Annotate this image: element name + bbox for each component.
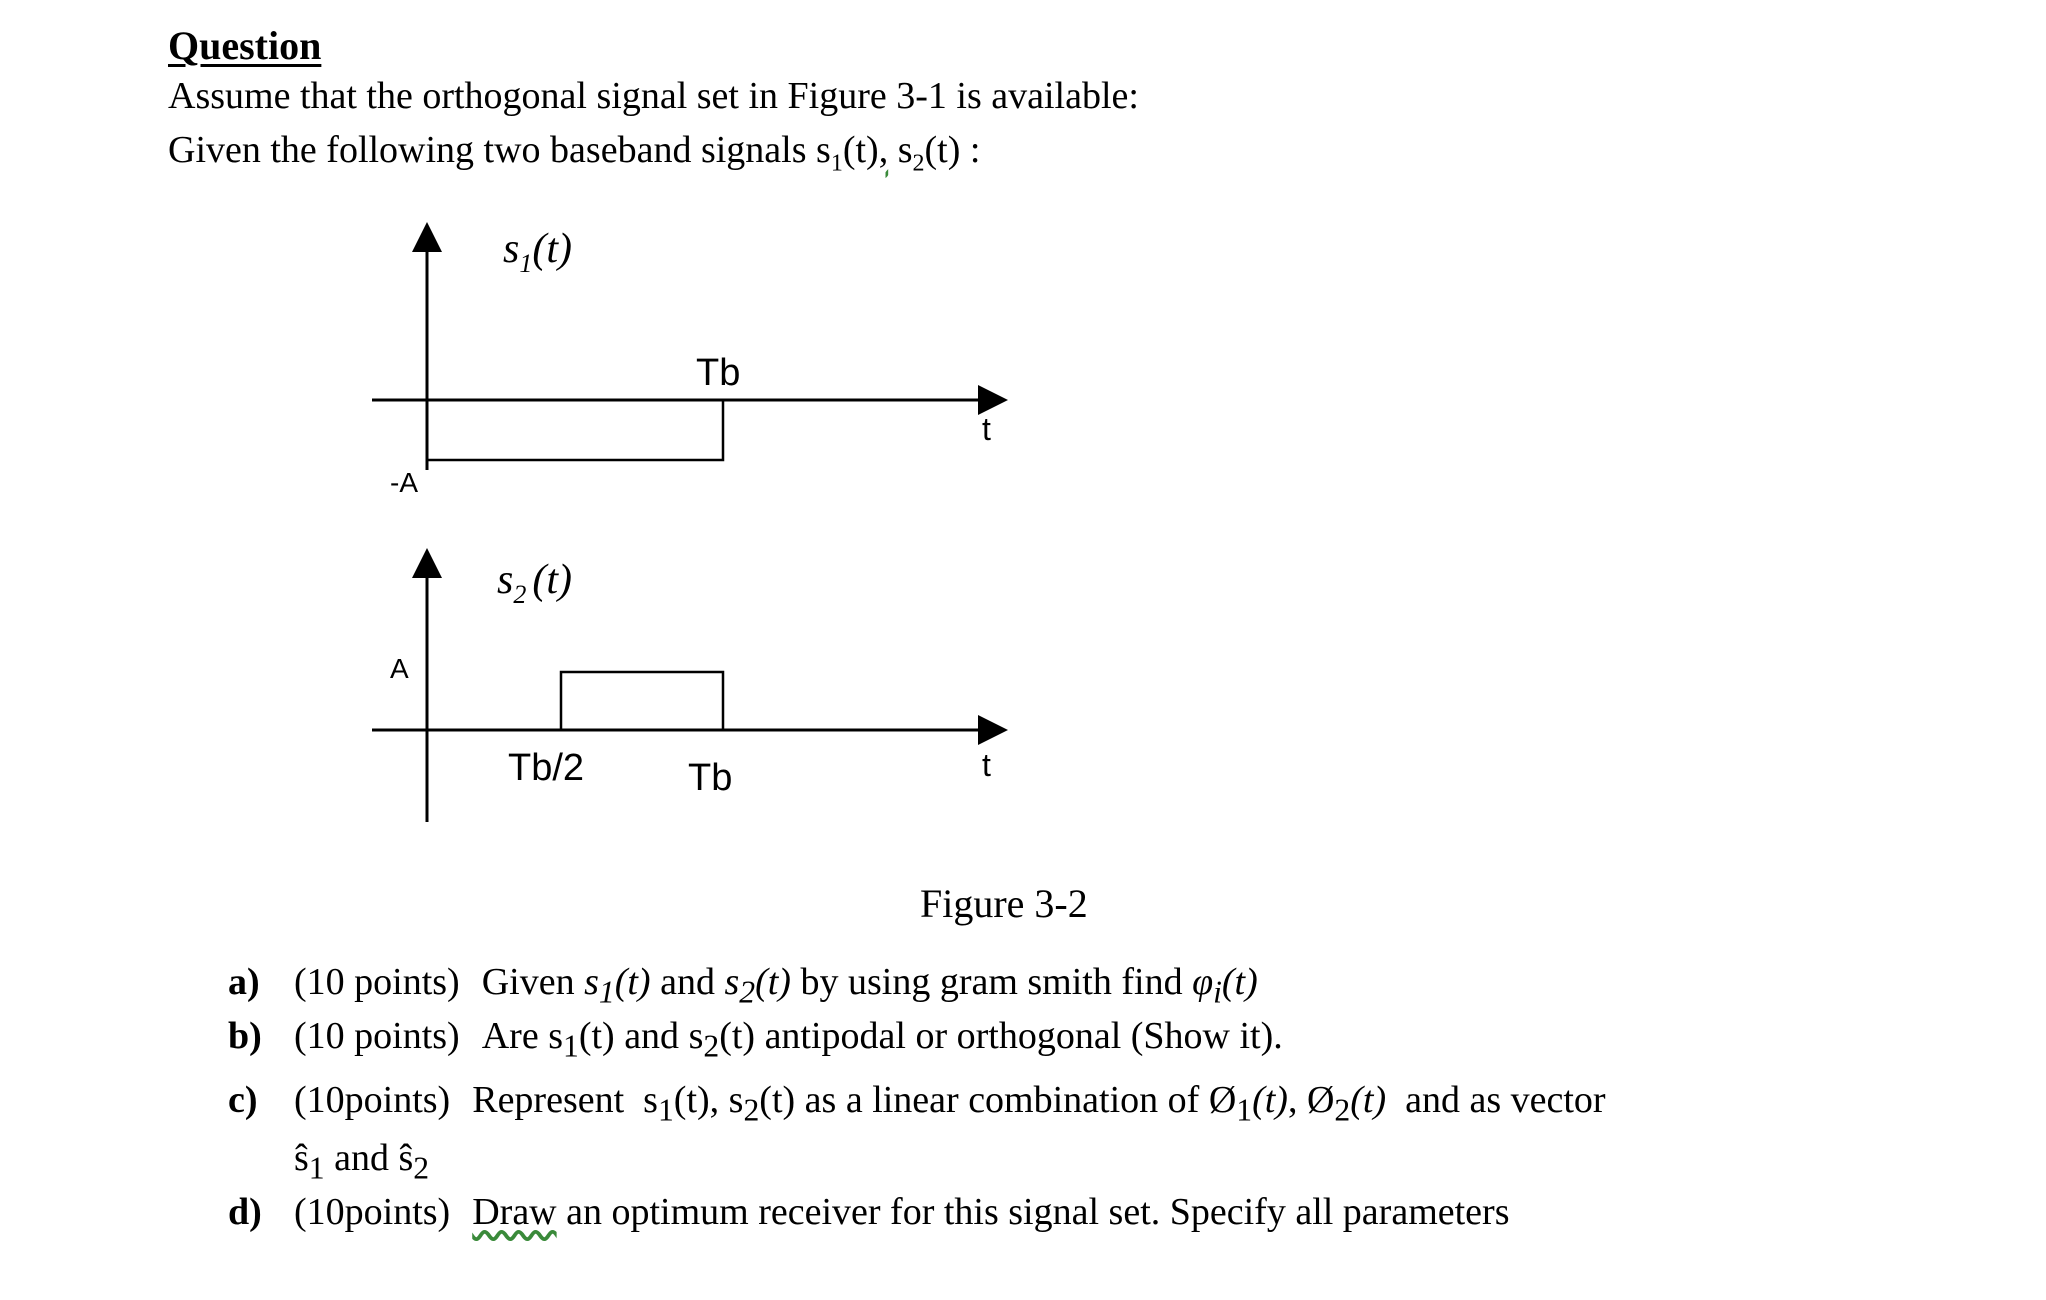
item-b-label: b) <box>228 1015 262 1057</box>
item-c-label: c) <box>228 1079 258 1121</box>
item-c-phi2: $Ø_2(t)$ <box>1306 1079 1387 1128</box>
intro-colon: : <box>969 129 981 171</box>
question-heading: Question <box>168 23 322 68</box>
item-b-text-2: antipodal or orthogonal (Show it). <box>764 1015 1283 1057</box>
question-item-c-continued <box>294 1136 429 1187</box>
item-a-text: Given <box>481 961 575 1003</box>
intro-line-1: Assume that the orthogonal signal set in Figure 3-1 is available: <box>168 75 1139 117</box>
item-d-label: d) <box>228 1191 262 1233</box>
item-d-text: an optimum receiver for this signal set. Specify all parameters <box>566 1191 1510 1233</box>
plot-s1 <box>372 226 1002 498</box>
item-c-comma: , <box>709 1079 720 1121</box>
intro-line-2-text: Given the following two baseband signals <box>168 129 807 171</box>
item-c-s1: $s_1(t)$ <box>643 1079 710 1128</box>
plot-s1-title: $s_1(t)$ <box>503 226 573 278</box>
question-item-b <box>228 1014 1283 1065</box>
question-item-a <box>228 960 1258 1011</box>
plot-s1-pulse <box>427 400 723 460</box>
plot-s1-axis-label: t <box>982 411 991 447</box>
plot-s2-axis-label: t <box>982 747 991 783</box>
item-a-s1: $s_1(t)$ <box>584 961 651 1010</box>
item-a-s2: $s_2(t)$ <box>724 961 791 1010</box>
question-item-d <box>228 1190 1509 1234</box>
item-d-draw-word: Draw <box>472 1191 557 1233</box>
item-c-text-3: and as vector <box>1405 1079 1606 1121</box>
item-c-comma-2: , <box>1287 1079 1298 1121</box>
intro-separator: , <box>878 129 889 171</box>
plot-s2-level-label: A <box>390 653 409 684</box>
item-c-points: (10points) <box>294 1079 451 1121</box>
plot-s2-tick-tb: Tb <box>688 757 733 799</box>
plot-s1-level-label: -A <box>390 467 418 498</box>
question-item-c <box>228 1078 1606 1129</box>
item-a-and: and <box>660 961 715 1003</box>
figure-caption: Figure 3-2 <box>920 881 1088 926</box>
item-b-and: and <box>624 1015 680 1057</box>
intro-s1-symbol: $s_1(t)$ <box>816 129 879 177</box>
item-c-shat2: $ŝ_2$ <box>398 1137 430 1186</box>
intro-s2-symbol: $s_2(t)$ <box>897 129 961 177</box>
item-c-text: Represent <box>472 1079 625 1121</box>
item-b-points: (10 points) <box>294 1015 460 1057</box>
item-b-s1: $s_1(t)$ <box>548 1015 615 1064</box>
item-c-phi1: $Ø_1(t)$ <box>1208 1079 1288 1128</box>
item-c-and: and <box>334 1137 389 1179</box>
plot-s2-pulse <box>561 672 723 730</box>
item-a-text-2: by using gram smith find <box>800 961 1183 1003</box>
item-a-label: a) <box>228 961 260 1003</box>
item-c-text-2: as a linear combination of <box>804 1079 1200 1121</box>
item-a-points: (10 points) <box>294 961 460 1003</box>
item-b-s2: $s_2(t)$ <box>688 1015 756 1064</box>
plot-s1-tick-tb: Tb <box>696 352 741 394</box>
item-d-points: (10points) <box>294 1191 451 1233</box>
plot-s2-title: $s_2$ (t) <box>497 557 573 609</box>
plot-s2 <box>372 554 1002 822</box>
item-c-s2: $s_2(t)$ <box>728 1079 796 1128</box>
item-c-shat1: $ŝ_1$ <box>294 1137 325 1186</box>
plot-s2-tick-tb-half: Tb/2 <box>508 747 585 789</box>
item-a-phi: $\varphi_i(t)$ <box>1192 961 1258 1010</box>
item-b-text: Are <box>481 1015 539 1057</box>
